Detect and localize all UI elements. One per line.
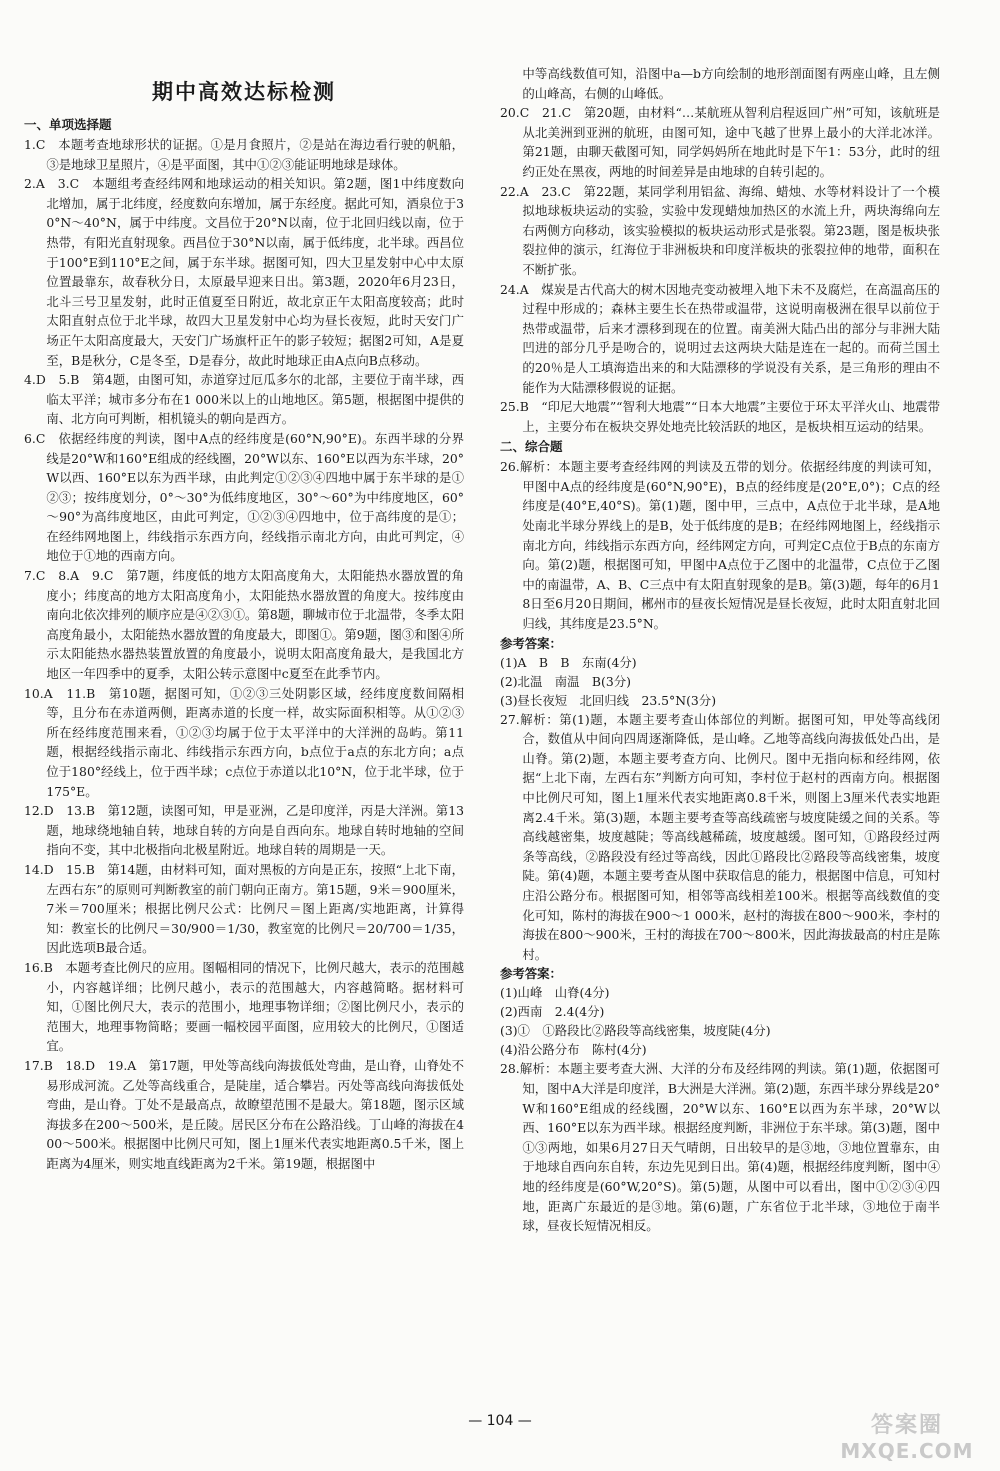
watermark-text-bottom: MXQE.COM [840,1439,974,1463]
right-column [500,64,940,1236]
watermark-text-top: 答案圈 [870,1413,943,1438]
answer-paragraph: 17.B 18.D 19.A 第17题，甲处等高线向海拔低处弯曲，是山脊，山脊处不易形成河流。乙处等高线重合，是陡崖，适合攀岩。丙处等高线向海拔低处弯曲，是山脊。丁处不是最高点，故瞭望范围不是最大。第18题，图示区域海拔多在200～500米，是丘陵。居民区分布在公路沿线。丁山峰的海拔在400～500米。根据图中比例尺可知，图上1厘米代表实地距离0.5千米，图上距离为4厘米，则实地直线距离为2千米。第19题，根据图中 [24,1057,464,1171]
watermark-logo [832,1408,982,1468]
answer-paragraph: 25.B “印尼大地震”“智利大地震”“日本大地震”主要位于环太平洋火山、地震带上，主要分布在板块交界处地壳比较活跃的地区，是板块相互运动的结果。 [500,399,940,434]
answer-paragraph: 1.C 本题考查地球形状的证据。①是月食照片，②是站在海边看行驶的帆船，③是地球卫星照片，④是平面图，其中①②③能证明地球是球体。 [24,137,464,172]
answer-paragraph-continued: 中等高线数值可知，沿图中a—b方向绘制的地形剖面图有两座山峰，且左侧的山峰高，右侧的山峰低。 [522,66,940,101]
answer-paragraph: 20.C 21.C 第20题，由材料“…某航班从智利启程返回广州”可知，该航班是从北美洲到亚洲的航班，由图可知，途中飞越了世界上最小的大洋北冰洋。第21题，由聊天截图可知，同学妈妈所在地此时是下午1：53分，此时的纽约正处在黑夜，两地的时间差异是由地球的自转引起的。 [500,105,940,179]
answer-paragraph: 7.C 8.A 9.C 第7题，纬度低的地方太阳高度角大，太阳能热水器放置的角度小；纬度高的地方太阳高度角小，太阳能热水器放置的角度大。按纬度由南向北依次排列的顺序应是④②③①。第8题，聊城市位于北温带，冬季太阳高度角最小，太阳能热水器放置的角度最大，即图①。第9题，图③和图④所示太阳能热水器热装置放置的角度最小，说明太阳高度角最大，是我国北方地区一年四季中的夏季，太阳公转示意图中c夏至在此季节内。 [24,568,464,682]
answer-paragraph: 24.A 煤炭是古代高大的树木因地壳变动被埋入地下未不及腐烂，在高温高压的过程中形成的；森林主要生长在热带或温带，这说明南极洲在很早以前位于热带或温带，后来才漂移到现在的位置。南美洲大陆凸出的部分与非洲大陆凹进的部分几乎是吻合的，说明过去这两块大陆是连在一起的。而荷兰国土的20％是人工填海造出来的和大陆漂移的学说没有关系，是三角形的理由不能作为大陆漂移假说的证据。 [500,281,940,395]
question-26-analysis: 26.解析：本题主要考查经纬网的判读及五带的划分。依据经纬度的判读可知，甲图中A点的经纬度是(60°N,90°E)，B点的经纬度是(20°E,0°)；C点的经纬度是(40°E,40°S)。第(1)题，图中甲，三点中，A点位于北半球，是A地处南北半球分界线上的是B，处于低纬度的是B；在经纬网地图上，经线指示南北方向，纬线指示东西方向，经纬网定方向，可判定C点位于B点的东南方向。第(2)题，根据图可知，甲图中A点位于乙图中的北温带，C点位于乙图中的南温带，A、B、C三点中有太阳直射现象的是B。第(3)题，每年的6月18日至6月20日期间，郴州市的昼夜长短情况是昼长夜短，此时太阳直射北回归线，其纬度是23.5°N。 [500,459,940,632]
answer-paragraph: 16.B 本题考查比例尺的应用。图幅相同的情况下，比例尺越大，表示的范围越小，内容越详细；比例尺越小，表示的范围越大，内容越简略。据材料可知，①图比例尺大，表示的范围小，地理事物详细；②图比例尺小，表示的范围大，地理事物简略；要画一幅校园平面图，应用较大的比例尺，①图适宜。 [24,959,464,1054]
answer-paragraph: 2.A 3.C 本题组考查经纬网和地球运动的相关知识。第2题，图1中纬度数向北增加，属于北纬度，经度数向东增加，属于东经度。据此可知，酒泉位于30°N～40°N，属于中纬度。文昌位于20°N以南，位于北回归线以南，位于热带，有阳光直射现象。西昌位于30°N以南，属于低纬度，北半球。西昌位于100°E到110°E之间，属于东半球。据图可知，四大卫星发射中心中太原位置最靠东，故春秋分日，太原最早迎来日出。第3题，2020年6月23日，北斗三号卫星发射，此时正值夏至日附近，故北京正午太阳高度较高；此时太阳直射点位于北半球，故四大卫星发射中心均为昼长夜短，此时天安门广场正午太阳高度最大，天安门广场旗杆正午的影子较短；据图2可知，A是夏至，B是秋分，C是冬至，D是春分，故此时地球正由A点向B点移动。 [24,176,464,368]
answer-paragraph: 6.C 依据经纬度的判读，图中A点的经纬度是(60°N,90°E)。东西半球的分界线是20°W和160°E组成的经线圈，20°W以东、160°E以西为东半球，20°W以西、160°E以东为西半球，由此判定①②③④四地中属于东半球的是①②③；按纬度划分，0°～30°为低纬度地区，30°～60°为中纬度地区，60°～90°为高纬度地区，由此可判定，①②③④四地中，位于高纬度的是①；在经纬网地图上，纬线指示东西方向，经线指示南北方向，由此可判定，④地位于①地的西南方向。 [24,430,464,564]
answer-paragraph: 12.D 13.B 第12题，读图可知，甲是亚洲，乙是印度洋，丙是大洋洲。第13题，地球绕地轴自转，地球自转的方向是自西向东。地球自转时地轴的空间指向不变，其中北极指向北极星附近。地球自转的周期是一天。 [24,803,464,858]
reference-answer-line: (3)昼长夜短 北回归线 23.5°N(3分) [500,692,717,708]
answer-paragraph: 14.D 15.B 第14题，由材料可知，面对黑板的方向是正东，按照“上北下南，左西右东”的原则可判断教室的前门朝向正南方。第15题，9米＝900厘米，7米＝700厘米；根据比例尺公式：比例尺＝图上距离/实地距离，计算得知：教室长的比例尺＝30/900＝1/30，教室宽的比例尺＝20/700＝1/35，因此选项B最合适。 [24,861,464,956]
reference-answer-line: (2)北温 南温 B(3分) [500,673,631,689]
reference-answer-line: (2)西南 2.4(4分) [500,1004,605,1020]
section-heading-choice: 一、单项选择题 [24,117,112,132]
page-number: — 104 — [468,1413,532,1429]
question-27-analysis: 27.解析：第(1)题，本题主要考查山体部位的判断。据图可知，甲处等高线闭合，数值从中间向四周逐渐降低，是山峰。乙地等高线向海拔低处凸出，是山脊。第(2)题，本题主要考查方向、比例尺。图中无指向标和经纬网，依据“上北下南，左西右东”判断方向可知，李村位于赵村的西南方向。根据图中比例尺可知，图上1厘米代表实地距离0.8千米，则图上3厘米代表实地距离2.4千米。第(3)题，本题主要考查等高线疏密与坡度陡缓之间的关系。等高线越密集，坡度越陡；等高线越稀疏，坡度越缓。图可知，①路段经过两条等高线，②路段没有经过等高线，因此①路段比②路段等高线密集，坡度陡。第(4)题，本题主要考查从图中获取信息的能力，根据图中信息，可知村庄沿公路分布。根据图可知，相邻等高线相差100米。根据等高线数值的变化可知，陈村的海拔在900～1 000米，赵村的海拔在800～900米，李村的海拔在800～900米，王村的海拔在700～800米，因此海拔最高的村庄是陈村。 [500,711,940,962]
reference-answer-line: (1)A B B 东南(4分) [500,654,637,670]
answer-paragraph: 10.A 11.B 第10题，据图可知，①②③三处阴影区域，经纬度度数间隔相等，且分布在赤道两侧，距离赤道的长度一样，故实际面积相等。从①②③所在经纬度范围来看，①②③均属于位于太平洋中的大洋洲的岛屿。第11题，根据经线指示南北、纬线指示东西方向，b点位于a点的东北方向；a点位于180°经线上，位于西半球；c点位于赤道以北10°N，位于北半球，位于175°E。 [24,685,464,799]
reference-answer-line: (3)① ①路段比②路段等高线密集，坡度陡(4分) [500,1023,771,1039]
reference-answer-label: 参考答案： [500,635,562,651]
question-28-analysis: 28.解析：本题主要考查大洲、大洋的分布及经纬网的判读。第(1)题，依据图可知，图中A大洋是印度洋，B大洲是大洋洲。第(2)题，东西半球分界线是20°W和160°E组成的经线圈，20°W以东、160°E以西为东半球，20°W以西、160°E以东为西半球。根据经度判断，非洲位于东半球。第(3)题，图中①③两地，如果6月27日天气晴朗，日出较早的是③地，③地位置靠东，由于地球自西向东自转，东边先见到日出。第(4)题，根据经纬度判断，图中④地的经纬度是(60°W,20°S)。第(5)题，从图中可以看出，图中①②③④四地，距离广东最近的是③地。第(6)题，广东省位于北半球，③地位于南半球，昼夜长短情况相反。 [500,1061,940,1234]
reference-answer-label: 参考答案： [500,966,562,982]
reference-answer-line: (1)山峰 山脊(4分) [500,985,610,1001]
answer-paragraph: 22.A 23.C 第22题，某同学利用铝盆、海绵、蜡烛、水等材料设计了一个模拟地球板块运动的实验，实验中发现蜡烛加热区的水流上升，两块海绵向左右两侧方向移动，该实验模拟的板块运动形式是张裂。第23题，图是板块张裂拉伸的演示，红海位于非洲板块和印度洋板块的张裂拉伸的地带，面积在不断扩张。 [500,183,940,277]
section-heading-comprehensive: 二、综合题 [500,439,563,455]
left-column [24,70,464,1173]
reference-answer-line: (4)沿公路分布 陈村(4分) [500,1042,647,1058]
answer-paragraph: 4.D 5.B 第4题，由图可知，赤道穿过厄瓜多尔的北部，主要位于南半球，西临太平洋；城市多分布在1 000米以上的山地地区。第5题，根据图中提供的南、北方向可判断，相机镜头的朝向是西方。 [24,372,464,427]
page-title: 期中高效达标检测 [152,80,336,104]
